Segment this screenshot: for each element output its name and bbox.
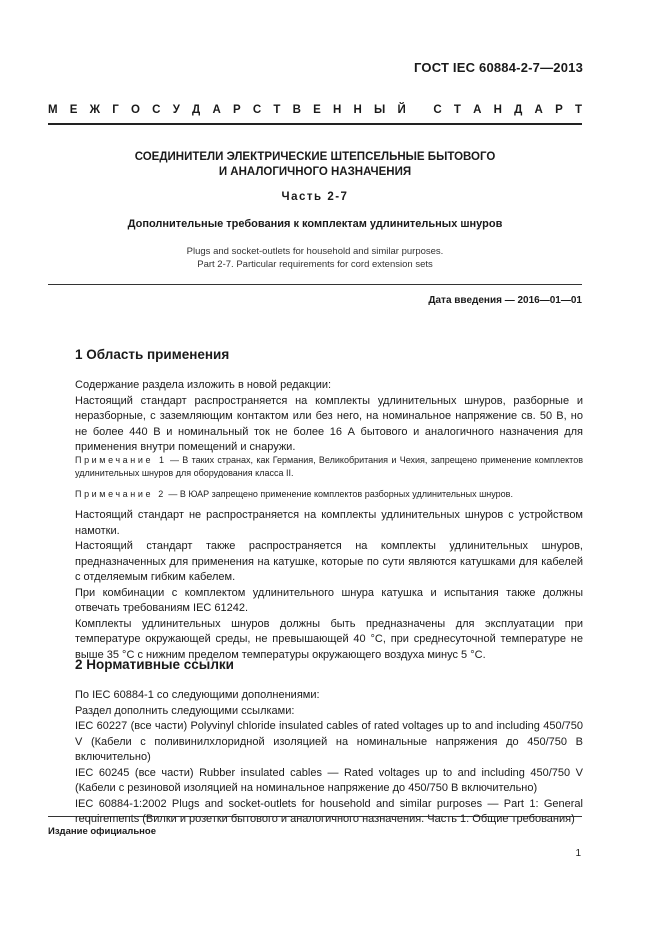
title-line-1: СОЕДИНИТЕЛИ ЭЛЕКТРИЧЕСКИЕ ШТЕПСЕЛЬНЫЕ БЫТОВОГО [134, 151, 496, 163]
interstate-banner-letter: Т [574, 104, 582, 116]
note-1 [75, 454, 583, 480]
english-title-line-2: Part 2-7. Particular requirements for cord extension sets [197, 259, 433, 270]
interstate-banner-letter: Т [273, 104, 281, 116]
section-1-body [75, 378, 583, 456]
interstate-banner-letter: Н [332, 104, 342, 116]
interstate-banner-letter: Р [555, 104, 563, 116]
interstate-banner-letter: У [172, 104, 180, 116]
interstate-banner-letter: С [252, 104, 262, 116]
interstate-banner-letter [418, 104, 421, 116]
part-number: Часть 2-7 [281, 191, 349, 203]
interstate-banner-letter: А [212, 104, 221, 116]
introduction-date: Дата введения — 2016—01—01 [428, 295, 582, 306]
interstate-banner-letter: Е [69, 104, 78, 116]
note-2-text: — В ЮАР запрещено применение комплектов разборных удлинительных шнуров. [165, 489, 513, 499]
section-2-ref-iec60227: IEC 60227 (все части) Polyvinyl chloride insulated cables of rated voltages up to and including 450/750 V (Кабели с поливинилхлоридной изоляцией на номинальные напряжения до 450/750 В включительно) [75, 720, 583, 763]
title-rule [48, 284, 582, 285]
page-number: 1 [575, 848, 581, 859]
header-rule [48, 123, 582, 125]
section-1-para-2: Настоящий стандарт распространяется на комплекты удлинительных шнуров, разборные и неразборные, с заземляющим контактом или без него, на номинальное напряжение св. 50 В, но не более 440 В и номинальный ток не более 16 А бытового и аналогичного назначения для применения внутри помещений и снаружи. [75, 394, 583, 453]
section-2-ref-iec60884-1: IEC 60884-1:2002 Plugs and socket-outlets for household and similar purposes — Part 1: General requirements (Вилки и розетки бытового и аналогичного назначения. Часть 1. Общие требования) [75, 797, 583, 825]
interstate-banner-letter: Ы [374, 104, 386, 116]
interstate-banner-letter: Р [232, 104, 241, 116]
document-title [48, 150, 582, 180]
section-1-para-5: При комбинации с комплектом удлинительного шнура катушка и испытания также должны отвечать требованиям IEC 61242. [75, 586, 583, 614]
section-2-para-1: По IEC 60884-1 со следующими дополнениями: [75, 689, 320, 701]
interstate-banner-letter: С [433, 104, 442, 116]
section-1-para-4: Настоящий стандарт также распространяется на комплекты удлинительных шнуров, предназначенных для применения на катушке, которые по сути являются катушками для кабелей с отделяемым гибким кабелем. [75, 540, 583, 583]
section-1-body-continued [75, 508, 583, 663]
standard-code: ГОСТ IEC 60884-2-7—2013 [414, 60, 583, 75]
section-2-body [75, 688, 583, 828]
section-2-heading: 2 Нормативные ссылки [75, 657, 234, 672]
section-1-para-6: Комплекты удлинительных шнуров должны быть предназначены для эксплуатации при температуре окружающей среды, не превышающей 40 °С, при среднесуточной температуре не выше 35 °С с нижним пределом температуры окружающего воздуха минус 5 °С. [75, 617, 583, 661]
interstate-banner-letter: Н [353, 104, 362, 116]
interstate-banner-letter: А [473, 104, 482, 116]
official-edition-label: Издание официальное [48, 826, 156, 837]
interstate-banner-letter: Н [493, 104, 502, 116]
interstate-banner-letter: Й [397, 104, 406, 116]
footer-rule [48, 816, 582, 817]
english-title [48, 245, 582, 271]
interstate-banner-letter: А [534, 104, 543, 116]
section-1-para-3: Настоящий стандарт не распространяется на комплекты удлинительных шнуров с устройством намотки. [75, 509, 583, 537]
interstate-banner-letter: Д [192, 104, 201, 116]
note-1-text: — В таких странах, как Германия, Великобритания и Чехия, запрещено применение комплектов удлинительных шнуров для оборудования класса II. [75, 455, 583, 478]
section-2-para-2: Раздел дополнить следующими ссылками: [75, 704, 295, 717]
section-1-heading: 1 Область применения [75, 347, 230, 362]
note-2-label: Примечание 2 [75, 489, 166, 499]
interstate-standard-banner [48, 104, 582, 116]
interstate-banner-letter: М [48, 104, 58, 116]
section-2-ref-iec60245: IEC 60245 (все части) Rubber insulated cables — Rated voltages up to and including 450/750 V (Кабели с резиновой изоляцией на номинальное напряжение до 450/750 В включительно) [75, 766, 583, 794]
note-1-label: Примечание 1 [75, 455, 167, 465]
interstate-banner-letter: В [292, 104, 301, 116]
interstate-banner-letter: Г [112, 104, 119, 116]
english-title-line-1: Plugs and socket-outlets for household and similar purposes. [186, 246, 444, 257]
interstate-banner-letter: Д [514, 104, 523, 116]
note-2 [75, 488, 583, 501]
interstate-banner-letter: С [152, 104, 161, 116]
interstate-banner-letter: Ж [89, 104, 101, 116]
section-1-para-1: Содержание раздела изложить в новой редакции: [75, 379, 332, 391]
document-subtitle: Дополнительные требования к комплектам удлинительных шнуров [127, 218, 503, 230]
interstate-banner-letter: Т [453, 104, 461, 116]
interstate-banner-letter: О [131, 104, 140, 116]
interstate-banner-letter: Е [313, 104, 321, 116]
title-line-2: И АНАЛОГИЧНОГО НАЗНАЧЕНИЯ [218, 166, 412, 178]
